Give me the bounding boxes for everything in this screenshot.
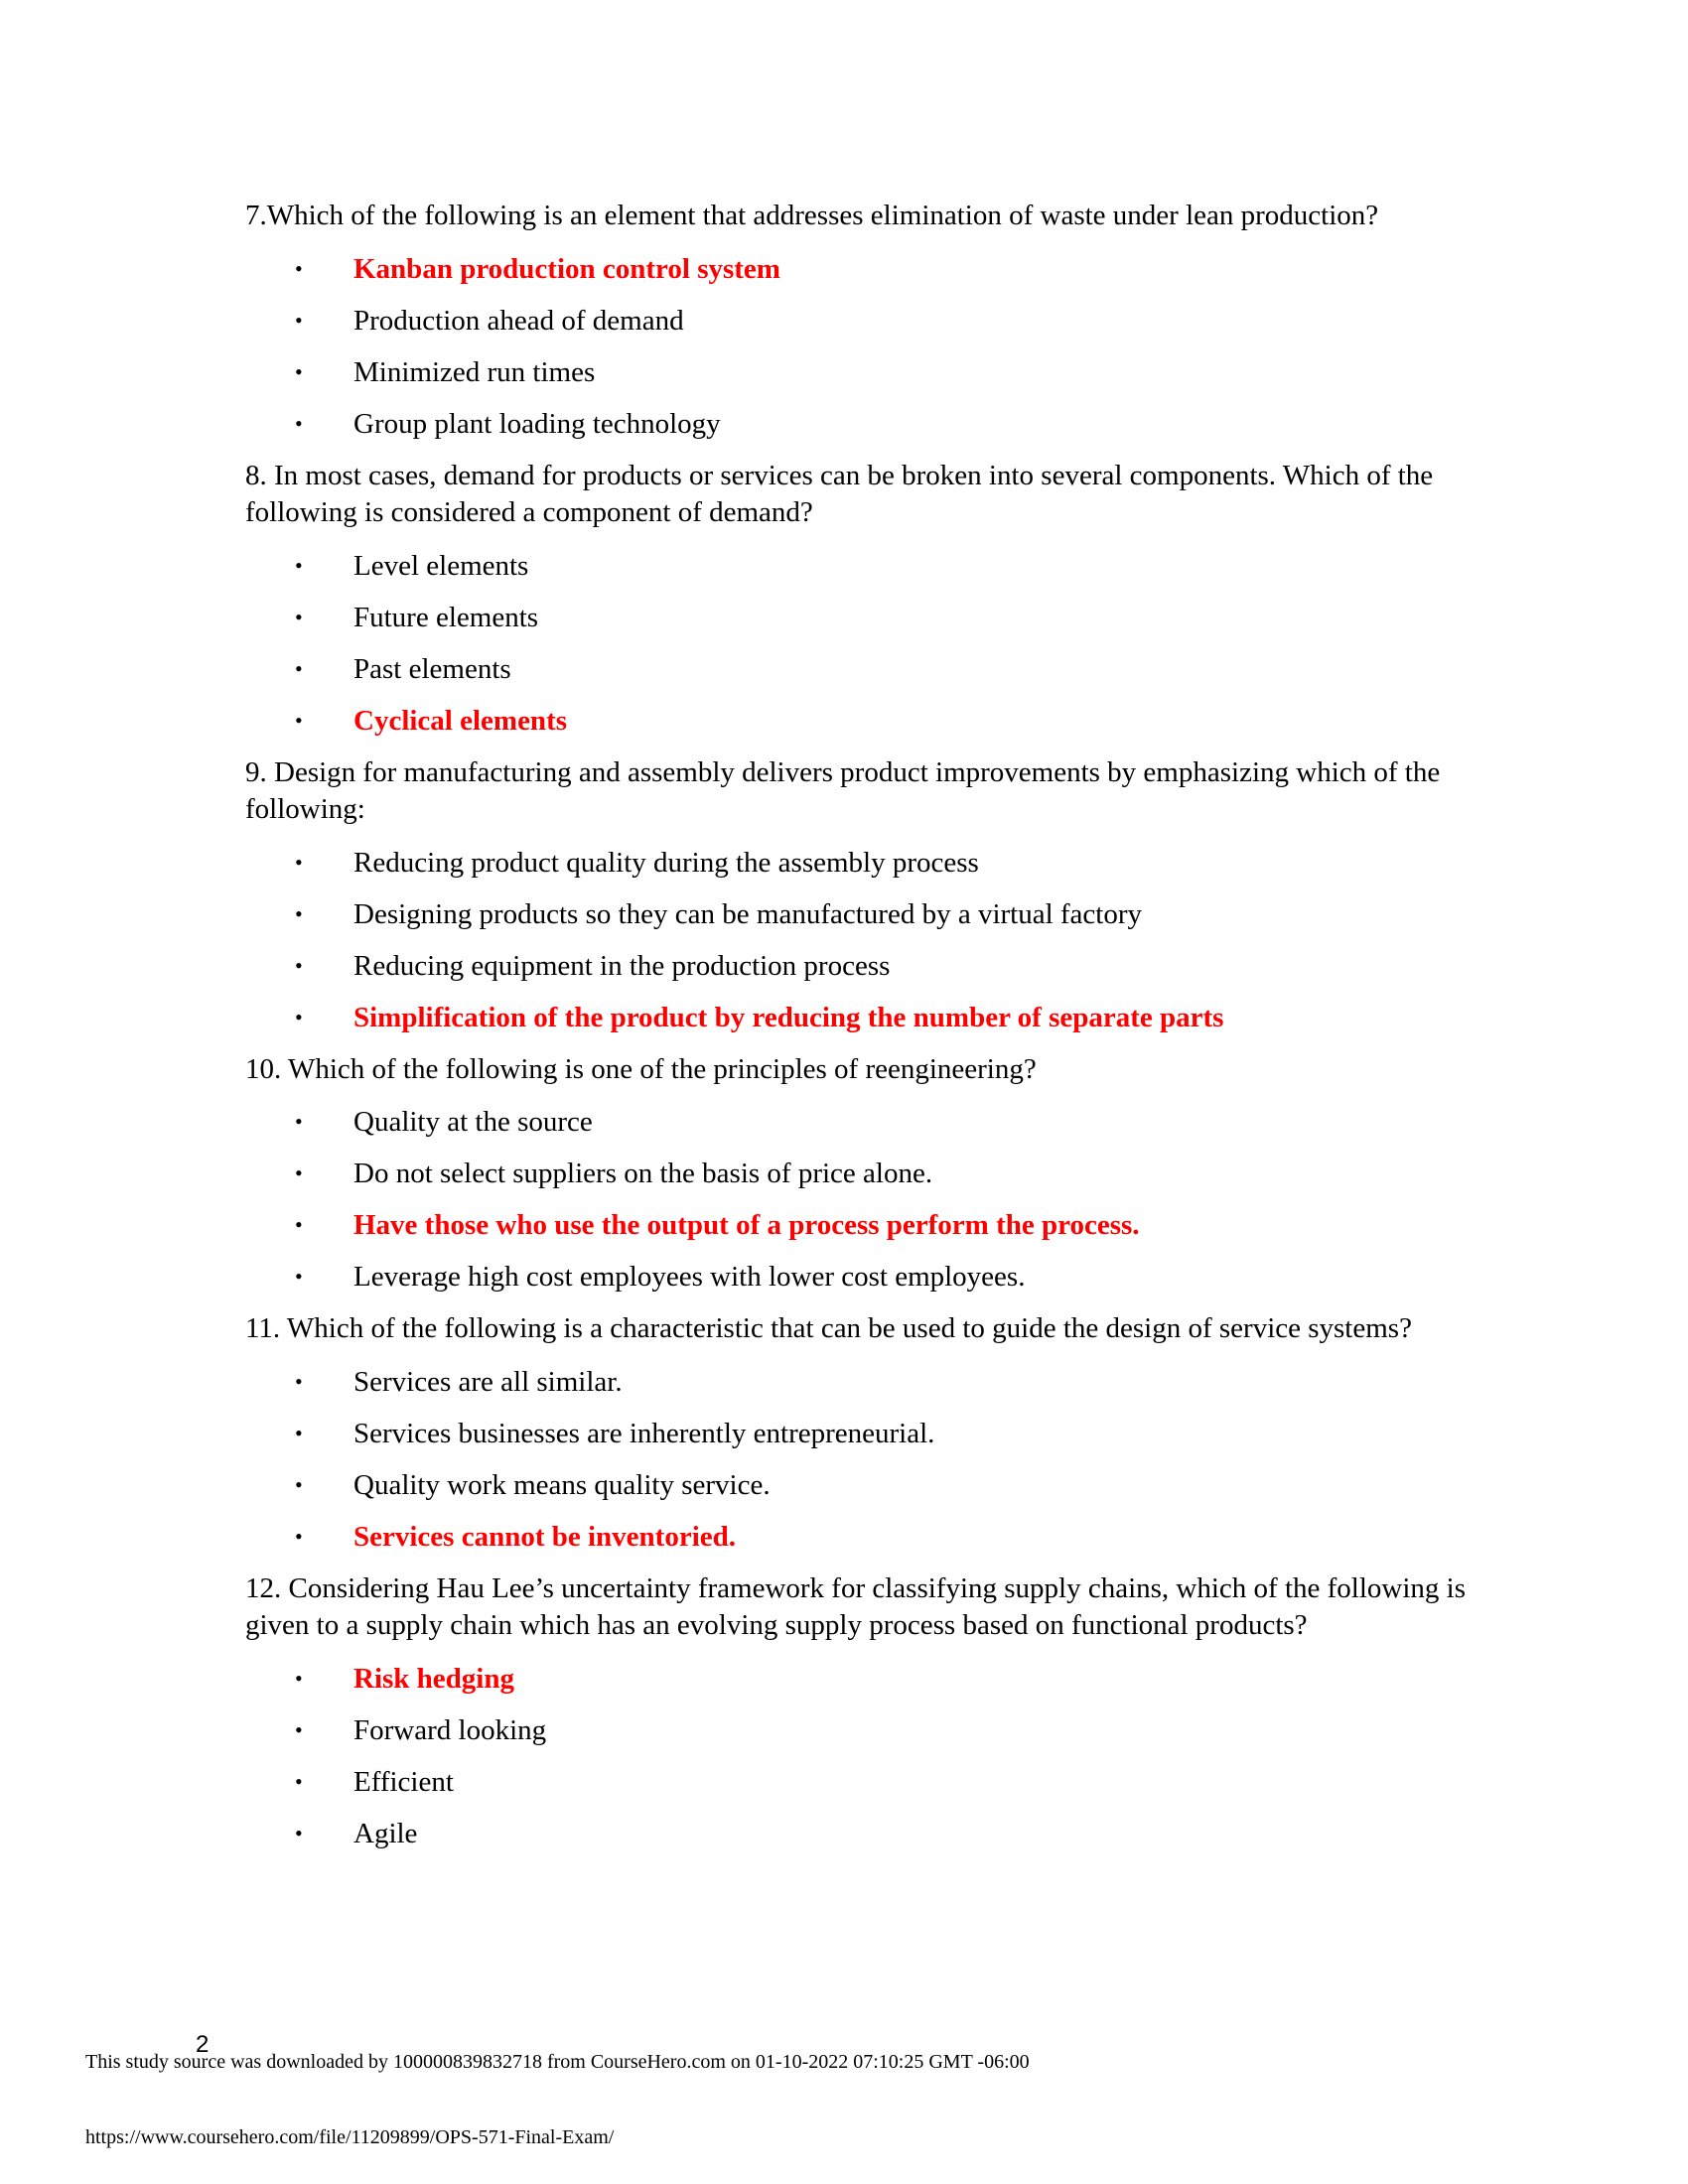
bullet-icon: • xyxy=(295,952,303,978)
answer-option-text: Agile xyxy=(353,1817,418,1849)
question-text: 8. In most cases, demand for products or services can be broken into several components. Which of the following is considered a component of demand? xyxy=(245,459,1434,528)
answer-option xyxy=(245,295,1496,346)
answer-option xyxy=(245,1356,1496,1408)
answer-option xyxy=(245,888,1496,940)
bullet-icon: • xyxy=(295,1471,303,1497)
answer-option xyxy=(245,1148,1496,1199)
bullet-icon: • xyxy=(295,1212,303,1237)
answer-options xyxy=(245,1096,1496,1302)
bullet-icon: • xyxy=(295,604,303,629)
answer-options xyxy=(245,1356,1496,1563)
question-text: 11. Which of the following is a characteristic that can be used to guide the design of service systems? xyxy=(245,1312,1412,1344)
answer-option xyxy=(245,1756,1496,1808)
answer-option-text: Reducing equipment in the production process xyxy=(353,949,891,982)
bullet-icon: • xyxy=(295,707,303,733)
correct-answer-option xyxy=(245,992,1496,1043)
bullet-icon: • xyxy=(295,410,303,436)
bullet-icon: • xyxy=(295,1264,303,1289)
page-number: 2 xyxy=(196,2031,210,2058)
answer-option-text: Production ahead of demand xyxy=(353,304,684,337)
answer-options xyxy=(245,243,1496,450)
question-text: 7.Which of the following is an element that addresses elimination of waste under lean production? xyxy=(245,200,1379,231)
answer-option xyxy=(245,1096,1496,1148)
answer-option-text: Designing products so they can be manufactured by a virtual factory xyxy=(353,897,1143,930)
bullet-icon: • xyxy=(295,655,303,681)
correct-answer-option xyxy=(245,1199,1496,1251)
answer-option-text: Do not select suppliers on the basis of price alone. xyxy=(353,1158,933,1189)
answer-option-text: Have those who use the output of a process perform the process. xyxy=(353,1209,1140,1241)
bullet-icon: • xyxy=(295,1665,303,1691)
answer-options xyxy=(245,540,1496,747)
bullet-icon: • xyxy=(295,552,303,578)
question-text: 10. Which of the following is one of the principles of reengineering? xyxy=(245,1052,1037,1085)
question-text: 12. Considering Hau Lee’s uncertainty framework for classifying supply chains, which of the following is given to a supply chain which has an evolving supply process based on functional products? xyxy=(245,1571,1467,1641)
bullet-icon: • xyxy=(295,900,303,926)
bullet-icon: • xyxy=(295,1109,303,1134)
correct-answer-option xyxy=(245,243,1496,295)
answer-option xyxy=(245,1459,1496,1511)
answer-options xyxy=(245,837,1496,1043)
bullet-icon: • xyxy=(295,1004,303,1029)
bullet-icon: • xyxy=(295,1160,303,1185)
correct-answer-option xyxy=(245,1653,1496,1705)
answer-option-text: Future elements xyxy=(353,601,539,633)
answer-option-text: Reducing product quality during the assembly process xyxy=(353,846,979,879)
answer-option xyxy=(245,643,1496,695)
bullet-icon: • xyxy=(295,358,303,384)
answer-option-text: Level elements xyxy=(353,549,529,582)
answer-option xyxy=(245,398,1496,450)
bullet-icon: • xyxy=(295,307,303,333)
bullet-icon: • xyxy=(295,255,303,281)
answer-option xyxy=(245,1705,1496,1756)
answer-option xyxy=(245,837,1496,888)
answer-options xyxy=(245,1653,1496,1859)
answer-option-text: Past elements xyxy=(353,652,511,685)
download-notice: This study source was downloaded by 100000839832718 from CourseHero.com on 01-10-2022 07:10:25 GMT -06:00 xyxy=(85,2051,1030,2073)
answer-option-text: Cyclical elements xyxy=(353,704,568,737)
bullet-icon: • xyxy=(295,1716,303,1742)
answer-option-text: Quality work means quality service. xyxy=(353,1468,771,1501)
answer-option xyxy=(245,592,1496,643)
answer-option-text: Minimized run times xyxy=(353,355,596,388)
bullet-icon: • xyxy=(295,1820,303,1845)
answer-option-text: Group plant loading technology xyxy=(353,407,721,440)
bullet-icon: • xyxy=(295,849,303,875)
bullet-icon: • xyxy=(295,1420,303,1445)
bullet-icon: • xyxy=(295,1523,303,1549)
correct-answer-option xyxy=(245,1511,1496,1563)
bullet-icon: • xyxy=(295,1368,303,1394)
answer-option-text: Services are all similar. xyxy=(353,1365,623,1398)
answer-option-text: Risk hedging xyxy=(353,1662,514,1695)
answer-option-text: Services cannot be inventoried. xyxy=(353,1520,737,1553)
answer-option xyxy=(245,940,1496,992)
answer-option-text: Services businesses are inherently entrepreneurial. xyxy=(353,1417,935,1449)
answer-option-text: Leverage high cost employees with lower cost employees. xyxy=(353,1261,1026,1293)
answer-option xyxy=(245,540,1496,592)
answer-option xyxy=(245,346,1496,398)
answer-option-text: Forward looking xyxy=(353,1713,547,1746)
answer-option xyxy=(245,1251,1496,1302)
correct-answer-option xyxy=(245,695,1496,747)
answer-option-text: Efficient xyxy=(353,1765,454,1798)
answer-option-text: Kanban production control system xyxy=(353,252,780,285)
bullet-icon: • xyxy=(295,1768,303,1794)
answer-option xyxy=(245,1808,1496,1859)
question-text: 9. Design for manufacturing and assembly delivers product improvements by emphasizing which of the following: xyxy=(245,755,1441,825)
question-list xyxy=(245,190,1496,1859)
answer-option-text: Quality at the source xyxy=(353,1106,593,1138)
answer-option-text: Simplification of the product by reducing the number of separate parts xyxy=(353,1001,1224,1033)
source-url-link[interactable]: https://www.coursehero.com/file/11209899/OPS-571-Final-Exam/ xyxy=(85,2126,615,2148)
answer-option xyxy=(245,1408,1496,1459)
